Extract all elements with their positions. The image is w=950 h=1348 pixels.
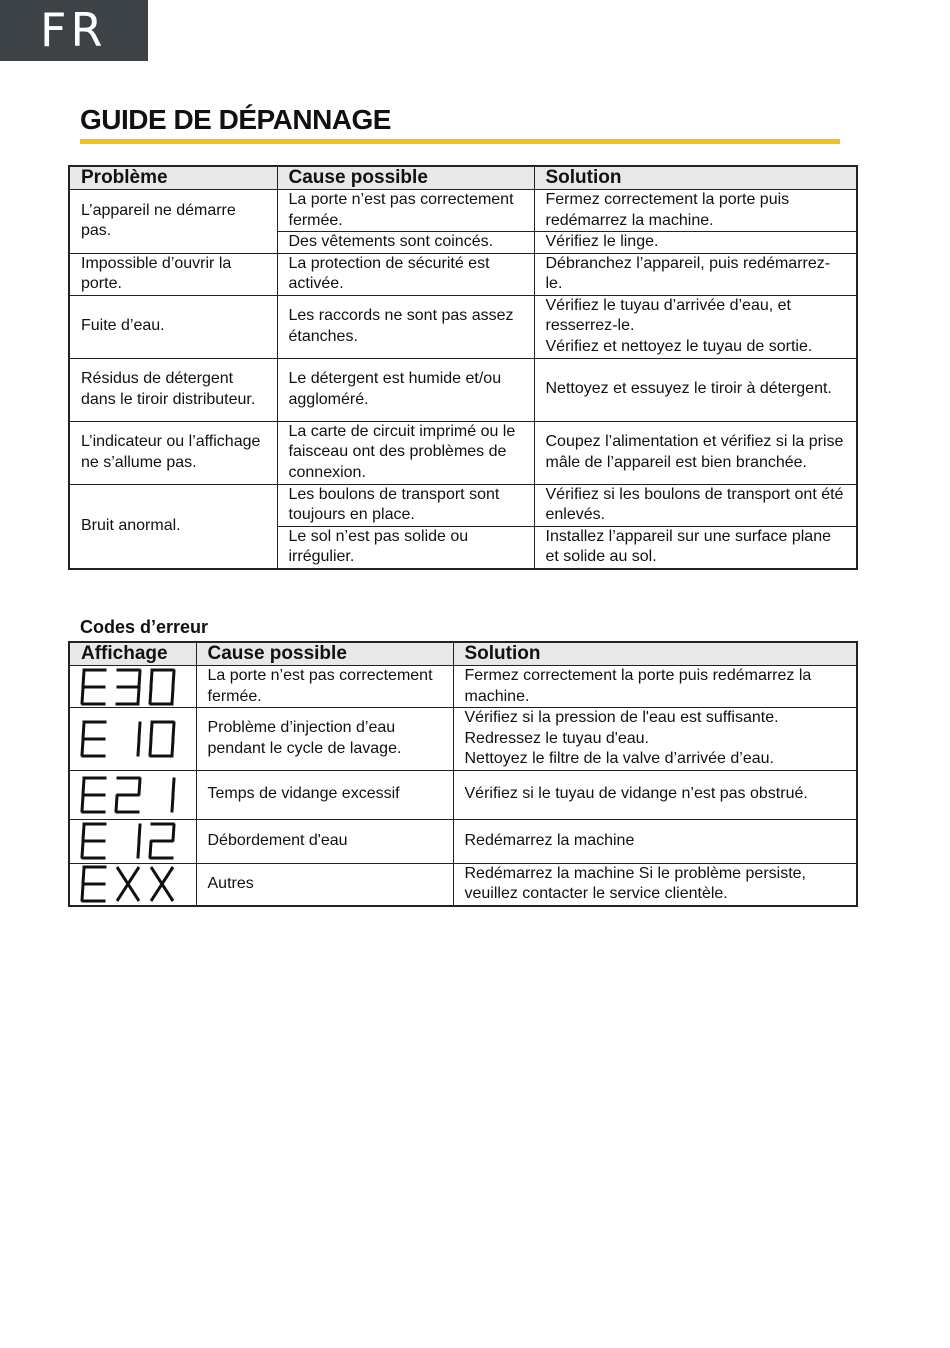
display-segment [172, 688, 173, 703]
cause-cell: Des vêtements sont coincés. [277, 232, 534, 254]
display-segment [82, 688, 83, 703]
display-segment [83, 779, 84, 794]
cause-cell: Débordement d'eau [196, 819, 453, 863]
display-segment [150, 740, 151, 755]
solution-cell: Vérifiez si la pression de l'eau est suffisante. Redressez le tuyau d'eau. Nettoyez le filtre de la valve d’arrivée d’eau. [453, 708, 857, 771]
solution-cell: Redémarrez la machine Si le problème persiste, veuillez contacter le service clientèle. [453, 863, 857, 906]
display-segment [116, 796, 117, 811]
display-segment [173, 723, 174, 738]
problem-cell: Impossible d’ouvrir la porte. [69, 253, 277, 295]
cause-cell: Les boulons de transport sont toujours en place. [277, 484, 534, 526]
problem-cell: L’indicateur ou l’affichage ne s’allume pas. [69, 421, 277, 484]
cause-cell: Temps de vidange excessif [196, 770, 453, 819]
column-header-cause: Cause possible [277, 166, 534, 190]
display-segment [139, 723, 140, 738]
display-segment [150, 842, 151, 857]
display-segment [151, 671, 152, 686]
solution-cell: Débranchez l’appareil, puis redémarrez-le. [534, 253, 857, 295]
error-code-display [80, 865, 176, 903]
table-row [69, 421, 857, 484]
table-row [69, 484, 857, 526]
problem-cell: Résidus de détergent dans le tiroir distributeur. [69, 358, 277, 421]
table-row [69, 708, 857, 771]
cause-cell: Problème d’injection d’eau pendant le cycle de lavage. [196, 708, 453, 771]
cause-cell: La porte n’est pas correctement fermée. [277, 190, 534, 232]
solution-cell: Nettoyez et essuyez le tiroir à détergent. [534, 358, 857, 421]
column-header-solution: Solution [534, 166, 857, 190]
table-row [69, 295, 857, 358]
column-header-display: Affichage [69, 642, 196, 666]
solution-cell: Vérifiez le tuyau d’arrivée d’eau, et resserrez-le. Vérifiez et nettoyez le tuyau de sortie. [534, 295, 857, 358]
problem-cell: Bruit anormal. [69, 484, 277, 569]
solution-cell: Fermez correctement la porte puis redémarrez la machine. [453, 666, 857, 708]
solution-cell: Coupez l’alimentation et vérifiez si la prise mâle de l’appareil est bien branchée. [534, 421, 857, 484]
table-row [69, 190, 857, 232]
display-segment [151, 723, 152, 738]
table-row [69, 358, 857, 421]
cause-cell: Le détergent est humide et/ou aggloméré. [277, 358, 534, 421]
display-segment [150, 688, 151, 703]
error-code-display [80, 822, 176, 860]
display-segment [82, 842, 83, 857]
cause-cell: Les raccords ne sont pas assez étanches. [277, 295, 534, 358]
table-row [69, 770, 857, 819]
display-code-cell [69, 770, 196, 819]
cause-cell: La protection de sécurité est activée. [277, 253, 534, 295]
table-row [69, 819, 857, 863]
display-segment [83, 671, 84, 686]
display-segment [172, 740, 173, 755]
title-underline [80, 139, 840, 144]
display-segment [173, 671, 174, 686]
error-codes-title: Codes d’erreur [80, 617, 209, 637]
display-segment [82, 796, 83, 811]
column-header-solution: Solution [453, 642, 857, 666]
cause-cell: Autres [196, 863, 453, 906]
solution-cell: Vérifiez si les boulons de transport ont été enlevés. [534, 484, 857, 526]
table-row [69, 253, 857, 295]
display-segment [83, 868, 84, 883]
display-segment [173, 825, 174, 840]
page-title: GUIDE DE DÉPANNAGE [80, 104, 391, 135]
display-segment [138, 842, 139, 857]
problem-cell: Fuite d’eau. [69, 295, 277, 358]
display-segment [138, 688, 139, 703]
solution-cell: Vérifiez si le tuyau de vidange n’est pas obstrué. [453, 770, 857, 819]
display-code-cell [69, 819, 196, 863]
solution-cell: Vérifiez le linge. [534, 232, 857, 254]
problem-cell: L’appareil ne démarre pas. [69, 190, 277, 254]
display-code-cell [69, 666, 196, 708]
display-segment [82, 740, 83, 755]
solution-cell: Redémarrez la machine [453, 819, 857, 863]
display-segment [139, 779, 140, 794]
solution-cell: Fermez correctement la porte puis redémarrez la machine. [534, 190, 857, 232]
display-segment [172, 796, 173, 811]
cause-cell: La carte de circuit imprimé ou le faisceau ont des problèmes de connexion. [277, 421, 534, 484]
display-segment [139, 825, 140, 840]
cause-cell: La porte n’est pas correctement fermée. [196, 666, 453, 708]
column-header-cause: Cause possible [196, 642, 453, 666]
cause-cell: Le sol n’est pas solide ou irrégulier. [277, 526, 534, 569]
display-segment [83, 825, 84, 840]
display-segment [173, 779, 174, 794]
error-code-display [80, 776, 176, 814]
error-code-display [80, 668, 176, 706]
display-segment [82, 885, 83, 900]
table-header-row [69, 642, 857, 666]
solution-cell: Installez l’appareil sur une surface plane et solide au sol. [534, 526, 857, 569]
error-code-display [80, 720, 176, 758]
display-code-cell [69, 708, 196, 771]
table-row [69, 666, 857, 708]
display-segment [138, 740, 139, 755]
column-header-problem: Problème [69, 166, 277, 190]
display-segment [139, 671, 140, 686]
troubleshooting-table [68, 165, 858, 570]
display-code-cell [69, 863, 196, 906]
language-badge: FR [0, 0, 148, 61]
table-row [69, 863, 857, 906]
table-header-row [69, 166, 857, 190]
error-codes-table [68, 641, 858, 907]
display-segment [83, 723, 84, 738]
